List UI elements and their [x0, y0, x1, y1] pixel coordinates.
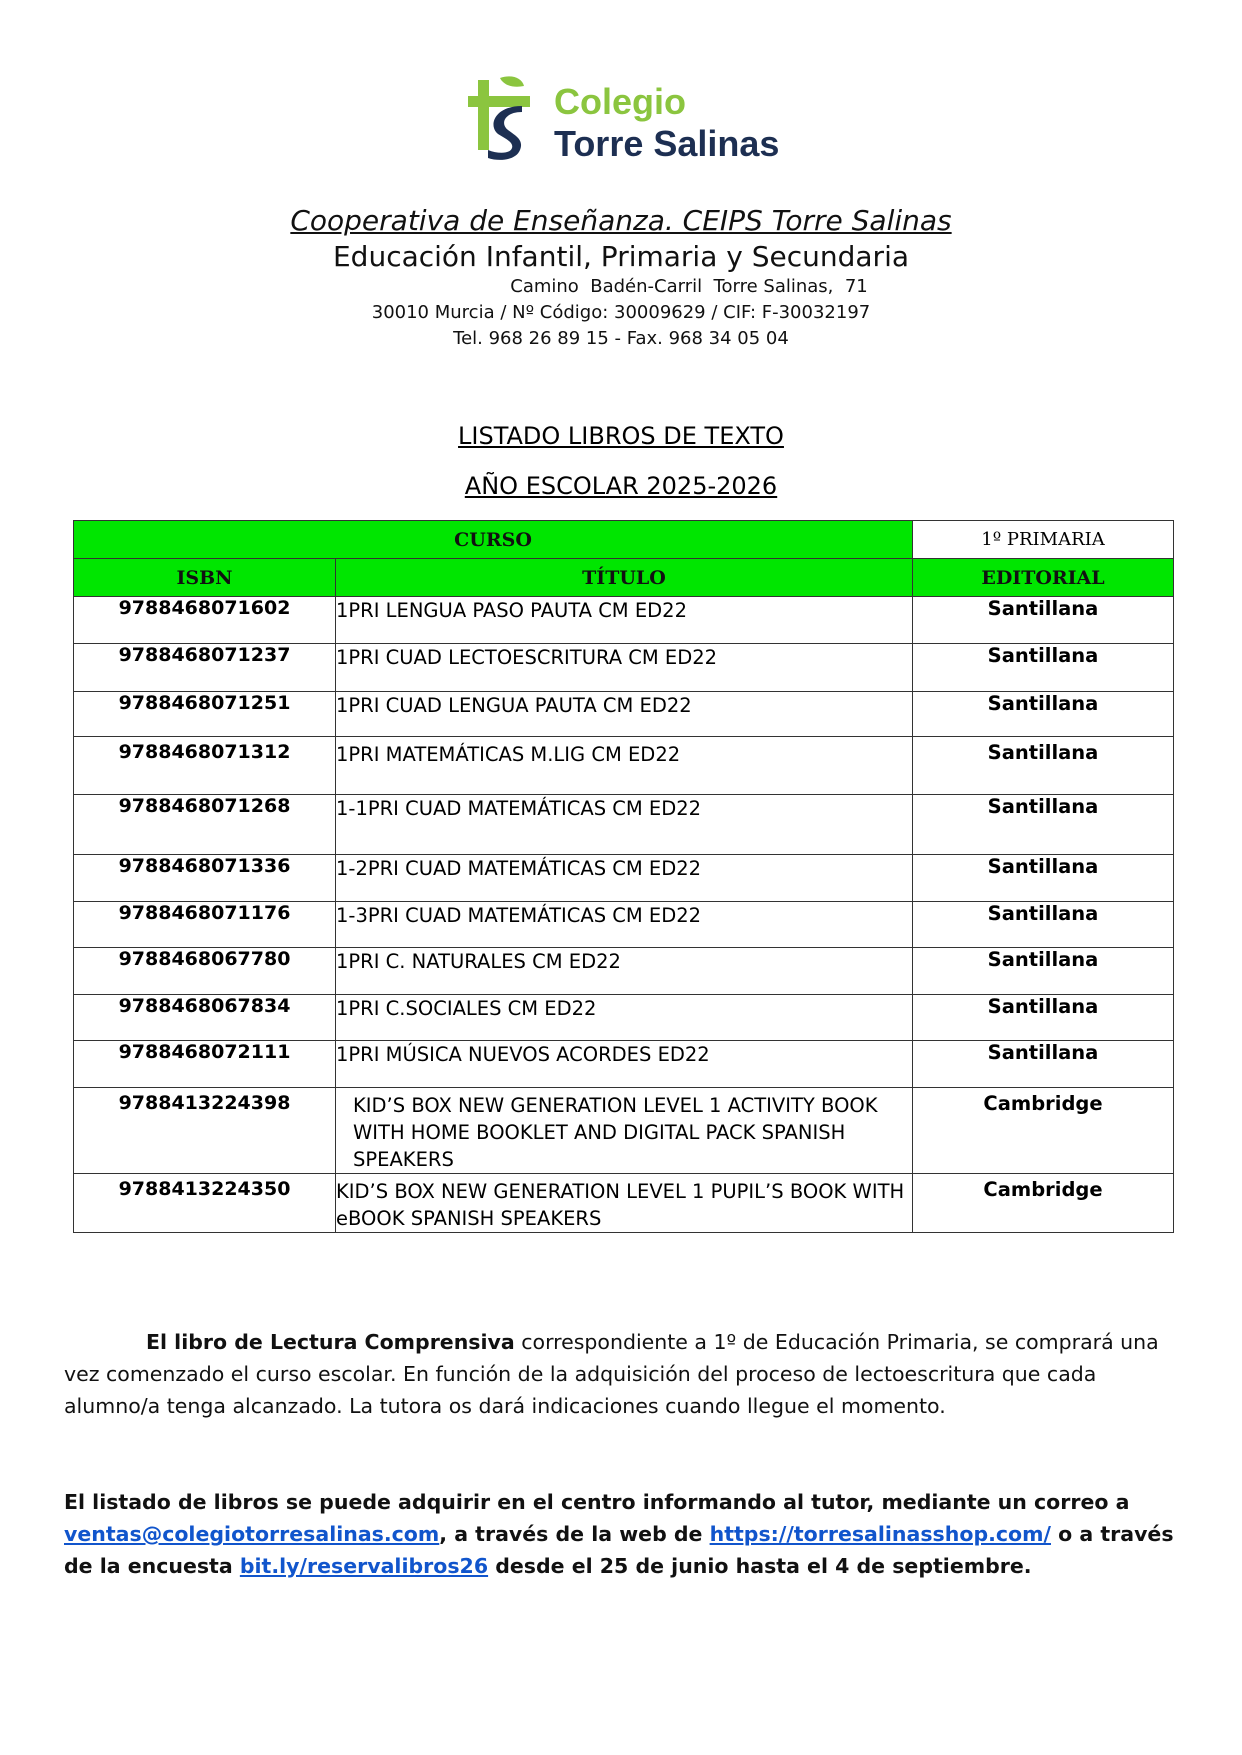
- editorial-cell: Santillana: [913, 1041, 1174, 1088]
- purchase-text-4: desde el 25 de junio hasta el 4 de septiembre.: [488, 1554, 1032, 1578]
- title-cell: KID’S BOX NEW GENERATION LEVEL 1 PUPIL’S BOOK WITH eBOOK SPANISH SPEAKERS: [336, 1174, 913, 1233]
- isbn-cell: 9788468072111: [74, 1041, 336, 1088]
- purchase-text-3: o a través de la encuesta: [64, 1522, 1174, 1578]
- title-cell: 1PRI CUAD LECTOESCRITURA CM ED22: [336, 644, 913, 692]
- editorial-cell: Santillana: [913, 995, 1174, 1041]
- address-line-1: Camino Badén-Carril Torre Salinas, 71: [510, 276, 868, 297]
- list-title: LISTADO LIBROS DE TEXTO: [458, 422, 784, 450]
- editorial-cell: Santillana: [913, 855, 1174, 902]
- ts-logo-icon: [460, 72, 550, 167]
- editorial-cell: Santillana: [913, 948, 1174, 995]
- isbn-cell: 9788413224350: [74, 1174, 336, 1233]
- title-cell: 1PRI C.SOCIALES CM ED22: [336, 995, 913, 1041]
- table-row: [74, 795, 1174, 855]
- table-row: [74, 902, 1174, 948]
- table-row: [74, 644, 1174, 692]
- reading-book-text: correspondiente a 1º de Educación Primaria, se comprará una vez comenzado el curso escolar. En función de la adquisición del proceso de lectoescritura que cada alumno/a tenga alcanzado. La tutora os dará indicaciones cuando llegue el momento.: [64, 1330, 1159, 1418]
- curso-value: 1º PRIMARIA: [913, 521, 1174, 559]
- isbn-cell: 9788468071336: [74, 855, 336, 902]
- isbn-cell: 9788468071602: [74, 597, 336, 644]
- table-row: [74, 1041, 1174, 1088]
- table-row: [74, 1088, 1174, 1174]
- editorial-cell: Santillana: [913, 737, 1174, 795]
- table-row: [74, 737, 1174, 795]
- title-cell: 1-3PRI CUAD MATEMÁTICAS CM ED22: [336, 902, 913, 948]
- header-titulo: TÍTULO: [336, 559, 913, 597]
- school-year-title: AÑO ESCOLAR 2025-2026: [464, 472, 778, 500]
- editorial-cell: Cambridge: [913, 1088, 1174, 1174]
- education-levels: Educación Infantil, Primaria y Secundaria: [332, 240, 910, 273]
- table-row: [74, 692, 1174, 737]
- title-cell: 1PRI MATEMÁTICAS M.LIG CM ED22: [336, 737, 913, 795]
- isbn-cell: 9788468071251: [74, 692, 336, 737]
- address-line-3: Tel. 968 26 89 15 - Fax. 968 34 05 04: [453, 328, 789, 349]
- logo-line-name: Torre Salinas: [554, 123, 780, 164]
- title-cell: 1-1PRI CUAD MATEMÁTICAS CM ED22: [336, 795, 913, 855]
- table-row: [74, 597, 1174, 644]
- table-row: [74, 855, 1174, 902]
- reading-book-bold: El libro de Lectura Comprensiva: [146, 1330, 515, 1354]
- editorial-cell: Santillana: [913, 692, 1174, 737]
- survey-link[interactable]: bit.ly/reservalibros26: [239, 1554, 489, 1578]
- sales-email-link[interactable]: ventas@colegiotorresalinas.com: [64, 1522, 440, 1546]
- title-cell: KID’S BOX NEW GENERATION LEVEL 1 ACTIVITY BOOK WITH HOME BOOKLET AND DIGITAL PACK SPANISH SPEAKERS: [336, 1088, 913, 1174]
- purchase-text-1: El listado de libros se puede adquirir en el centro informando al tutor, mediante un correo a: [64, 1490, 1130, 1514]
- header-isbn: ISBN: [74, 559, 336, 597]
- school-logo: [460, 72, 800, 167]
- table-row: [74, 948, 1174, 995]
- isbn-cell: 9788468071237: [74, 644, 336, 692]
- editorial-cell: Santillana: [913, 597, 1174, 644]
- cooperative-name: Cooperativa de Enseñanza. CEIPS Torre Salinas: [290, 204, 952, 237]
- isbn-cell: 9788468071268: [74, 795, 336, 855]
- isbn-cell: 9788413224398: [74, 1088, 336, 1174]
- isbn-cell: 9788468071312: [74, 737, 336, 795]
- logo-line-colegio: Colegio: [554, 81, 686, 122]
- editorial-cell: Santillana: [913, 644, 1174, 692]
- header-editorial: EDITORIAL: [913, 559, 1174, 597]
- table-row: [74, 1174, 1174, 1233]
- title-cell: 1-2PRI CUAD MATEMÁTICAS CM ED22: [336, 855, 913, 902]
- purchase-text-2: , a través de la web de: [439, 1522, 710, 1546]
- isbn-cell: 9788468067834: [74, 995, 336, 1041]
- curso-label: CURSO: [74, 521, 913, 559]
- address-line-2: 30010 Murcia / Nº Código: 30009629 / CIF: F-30032197: [371, 302, 871, 323]
- shop-web-link[interactable]: https://torresalinasshop.com/: [709, 1522, 1051, 1546]
- textbook-table: [73, 520, 1174, 1233]
- purchase-info: [64, 1486, 1184, 1582]
- title-cell: 1PRI C. NATURALES CM ED22: [336, 948, 913, 995]
- table-row: [74, 995, 1174, 1041]
- title-cell: 1PRI CUAD LENGUA PAUTA CM ED22: [336, 692, 913, 737]
- title-cell: 1PRI MÚSICA NUEVOS ACORDES ED22: [336, 1041, 913, 1088]
- isbn-cell: 9788468071176: [74, 902, 336, 948]
- isbn-cell: 9788468067780: [74, 948, 336, 995]
- reading-book-note: [64, 1326, 1184, 1422]
- editorial-cell: Santillana: [913, 795, 1174, 855]
- editorial-cell: Cambridge: [913, 1174, 1174, 1233]
- title-cell: 1PRI LENGUA PASO PAUTA CM ED22: [336, 597, 913, 644]
- editorial-cell: Santillana: [913, 902, 1174, 948]
